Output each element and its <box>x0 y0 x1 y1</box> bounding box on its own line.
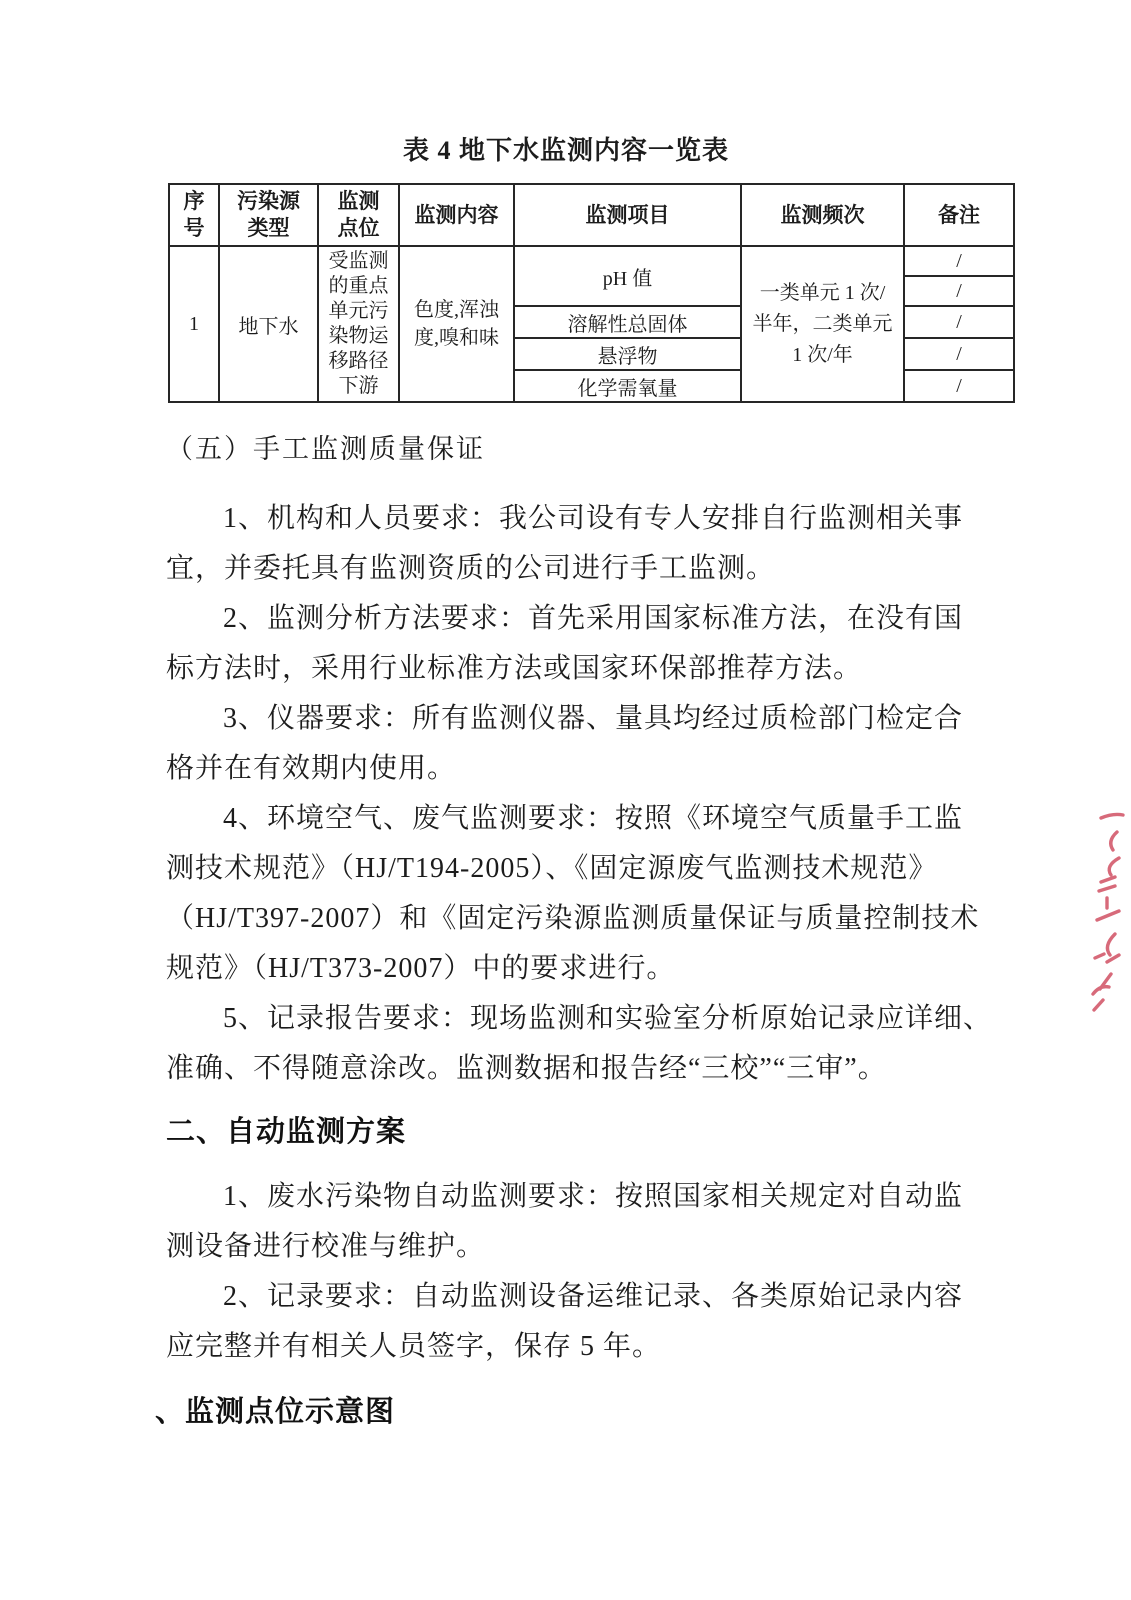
paragraph-line: 宜，并委托具有监测资质的公司进行手工监测。 <box>166 553 776 584</box>
header-text: 污染源 <box>237 189 300 213</box>
groundwater-monitoring-table <box>168 183 1015 403</box>
frequency-line: 半年，二类单元 <box>752 312 893 335</box>
paragraph-line: 1、废水污染物自动监测要求：按照国家相关规定对自动监 <box>223 1181 964 1212</box>
header-text: 点位 <box>337 216 380 240</box>
remark-cell: / <box>904 370 1014 402</box>
point-line: 下游 <box>338 375 379 397</box>
monitor-item-cell: 化学需氧量 <box>514 370 741 402</box>
col-header-remarks <box>904 184 1014 246</box>
col-header-monitor-frequency <box>741 184 904 246</box>
remark-cell: / <box>904 306 1014 338</box>
section-heading-monitor-point-map: 、监测点位示意图 <box>155 1396 396 1428</box>
content-line: 色度,浑浊 <box>414 299 499 321</box>
monitor-item-cell: 溶解性总固体 <box>514 306 741 338</box>
paragraph-line: 5、记录报告要求：现场监测和实验室分析原始记录应详细、 <box>223 1003 993 1034</box>
header-text: 监测频次 <box>780 202 865 227</box>
point-line: 移路径 <box>328 350 389 372</box>
page-title: 表 4 地下水监测内容一览表 <box>402 136 729 165</box>
monitor-item-cell: 悬浮物 <box>514 338 741 370</box>
paragraph-line: 2、记录要求：自动监测设备运维记录、各类原始记录内容 <box>223 1281 964 1312</box>
col-header-monitor-item <box>514 184 741 246</box>
paragraph-manual-2 <box>166 594 1131 694</box>
point-line: 受监测 <box>328 250 389 272</box>
monitor-point-cell <box>318 246 399 402</box>
remark-cell: / <box>904 246 1014 276</box>
monitor-item-cell: pH 值 <box>514 246 741 306</box>
seq-cell: 1 <box>169 246 219 402</box>
source-type-cell: 地下水 <box>219 246 318 402</box>
frequency-line: 一类单元 1 次/ <box>759 281 886 304</box>
section-heading-auto-monitoring: 二、自动监测方案 <box>166 1116 407 1148</box>
col-header-monitor-point <box>318 184 399 246</box>
paragraph-manual-5 <box>166 994 1131 1094</box>
paragraph-line: 3、仪器要求：所有监测仪器、量具均经过质检部门检定合 <box>223 703 964 734</box>
paragraph-manual-1 <box>166 494 1131 594</box>
point-line: 的重点 <box>328 275 389 297</box>
content-line: 度,嗅和味 <box>414 327 499 349</box>
point-line: 染物运 <box>328 325 389 347</box>
paragraph-line: 准确、不得随意涂改。监测数据和报告经“三校”“三审”。 <box>166 1053 887 1084</box>
frequency-line: 1 次/年 <box>792 343 853 366</box>
paragraph-auto-1 <box>166 1172 1131 1272</box>
paragraph-line: 1、机构和人员要求：我公司设有专人安排自行监测相关事 <box>223 503 964 534</box>
frequency-cell <box>741 246 904 402</box>
paragraph-line: 测设备进行校准与维护。 <box>166 1231 486 1262</box>
point-line: 单元污 <box>328 300 389 322</box>
header-text: 号 <box>183 216 205 240</box>
header-text: 类型 <box>247 216 290 240</box>
header-text: 监测内容 <box>414 202 499 227</box>
section-heading-manual-qa: （五）手工监测质量保证 <box>166 434 485 464</box>
paragraph-line: 规范》（HJ/T373-2007）中的要求进行。 <box>166 953 676 984</box>
paragraph-auto-2 <box>166 1272 1131 1372</box>
paragraph-line: （HJ/T397-2007）和《固定污染源监测质量保证与质量控制技术 <box>166 903 980 934</box>
paragraph-line: 格并在有效期内使用。 <box>166 753 457 784</box>
table-row <box>169 246 1014 276</box>
paragraph-manual-3 <box>166 694 1131 794</box>
paragraph-line: 4、环境空气、废气监测要求：按照《环境空气质量手工监 <box>223 803 964 834</box>
paragraph-line: 应完整并有相关人员签字，保存 5 年。 <box>166 1331 662 1362</box>
col-header-seq <box>169 184 219 246</box>
paragraph-line: 2、监测分析方法要求：首先采用国家标准方法，在没有国 <box>223 603 964 634</box>
header-text: 备注 <box>938 202 980 227</box>
header-text: 监测项目 <box>585 202 670 227</box>
monitor-content-cell <box>399 246 514 402</box>
table-header-row <box>169 184 1014 246</box>
remark-cell: / <box>904 276 1014 306</box>
col-header-pollution-source-type <box>219 184 318 246</box>
header-text: 监测 <box>337 189 380 213</box>
paragraph-line: 测技术规范》（HJ/T194-2005）、《固定源废气监测技术规范》 <box>166 853 938 884</box>
header-text: 序 <box>183 189 205 213</box>
paragraph-line: 标方法时，采用行业标准方法或国家环保部推荐方法。 <box>166 653 863 684</box>
remark-cell: / <box>904 338 1014 370</box>
paragraph-manual-4 <box>166 794 1131 994</box>
col-header-monitor-content <box>399 184 514 246</box>
